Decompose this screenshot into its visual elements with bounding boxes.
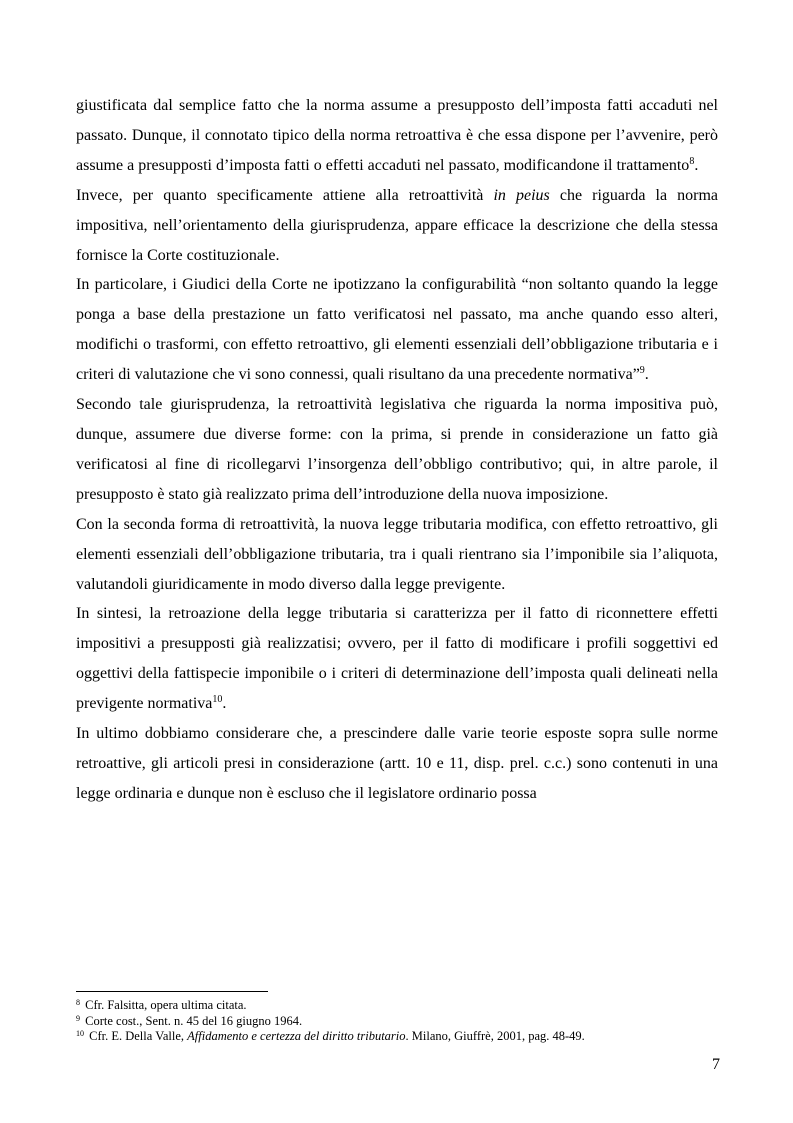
text-segment: Con la seconda forma di retroattività, la nuova legge tributaria modifica, con effetto retroattivo, gli elementi essenziali dell’obbligazione tributaria, tra i quali rientrano sia l’imponibile sia l’aliquota, valutandoli giuridicamente in modo diverso dalla legge previgente. xyxy=(76,515,718,593)
text-segment: . xyxy=(222,695,227,713)
italic-text: in peius xyxy=(493,186,550,204)
footnote-ref: 8 xyxy=(76,998,80,1007)
text-segment: In particolare, i Giudici della Corte ne ipotizzano la configurabilità “non soltanto quando la legge ponga a base della prestazione un fatto verificatosi nel passato, ma anche quando esso alteri, modifichi o trasformi, con effetto retroattivo, gli elementi essenziali dell’obbligazione tributaria e i criteri di valutazione che vi sono connessi, quali risultano da una precedente normativa” xyxy=(76,276,718,384)
footnotes xyxy=(76,998,718,1045)
paragraph xyxy=(76,181,718,271)
footnote-ref: 8 xyxy=(689,155,695,167)
footnote xyxy=(76,1029,718,1045)
footnote-separator xyxy=(76,991,268,992)
text-segment: . xyxy=(694,156,699,174)
paragraph xyxy=(76,270,718,390)
text-segment: Invece, per quanto specificamente attiene alla retroattività xyxy=(76,186,494,204)
footnote-ref: 10 xyxy=(212,694,223,706)
text-segment: Corte cost., Sent. n. 45 del 16 giugno 1964. xyxy=(82,1013,303,1028)
text-segment: che riguarda la norma impositiva, nell’orientamento della giurisprudenza, appare efficace la descrizione che della stessa fornisce la Corte costituzionale. xyxy=(76,186,719,264)
text-segment: In ultimo dobbiamo considerare che, a prescindere dalle varie teorie esposte sopra sulle norme retroattive, gli articoli presi in considerazione (artt. 10 e 11, disp. prel. c.c.) sono contenuti in una legge ordinaria e dunque non è escluso che il legislatore ordinario possa xyxy=(76,725,718,802)
paragraph xyxy=(76,719,718,809)
text-segment: Secondo tale giurisprudenza, la retroattività legislativa che riguarda la norma impositiva può, dunque, assumere due diverse forme: con la prima, si prende in considerazione un fatto già verificatosi al fine di ricollegarvi l’insorgenza dell’obbligo contributivo; qui, in altre parole, il presupposto è stato già realizzato prima dell’introduzione della nuova imposizione. xyxy=(76,396,718,503)
footnote-ref: 9 xyxy=(76,1013,80,1023)
text-segment: Cfr. E. Della Valle, xyxy=(86,1029,188,1043)
text-segment: giustificata dal semplice fatto che la norma assume a presupposto dell’imposta fatti accaduti nel passato. Dunque, il connotato tipico della norma retroattiva è che essa dispone per l’avvenire, però assume a presupposti d’imposta fatti o effetti accaduti nel passato, modificandone il trattamento xyxy=(76,97,718,174)
footnote-ref: 9 xyxy=(639,365,645,377)
text-segment: . xyxy=(644,366,649,384)
body-text xyxy=(76,91,718,809)
italic-text: Affidamento e certezza del diritto tributario xyxy=(187,1029,406,1043)
paragraph xyxy=(76,390,718,510)
text-segment: In sintesi, la retroazione della legge tributaria si caratterizza per il fatto di riconnettere effetti impositivi a presupposti già realizzatisi; ovvero, per il fatto di modificare i profili soggettivi ed oggettivi della fattispecie imponibile o i criteri di determinazione dell’imposta quali delineati nella previgente normativa xyxy=(76,605,718,713)
footnote xyxy=(76,1014,718,1030)
page-number: 7 xyxy=(712,1056,720,1073)
footnote-ref: 10 xyxy=(76,1029,84,1038)
paragraph xyxy=(76,510,718,600)
footnote xyxy=(76,998,718,1014)
paragraph xyxy=(76,599,718,719)
text-segment: Cfr. Falsitta, opera ultima citata. xyxy=(82,998,247,1012)
text-segment: . Milano, Giuffrè, 2001, pag. 48-49. xyxy=(405,1029,585,1043)
paragraph xyxy=(76,91,718,181)
